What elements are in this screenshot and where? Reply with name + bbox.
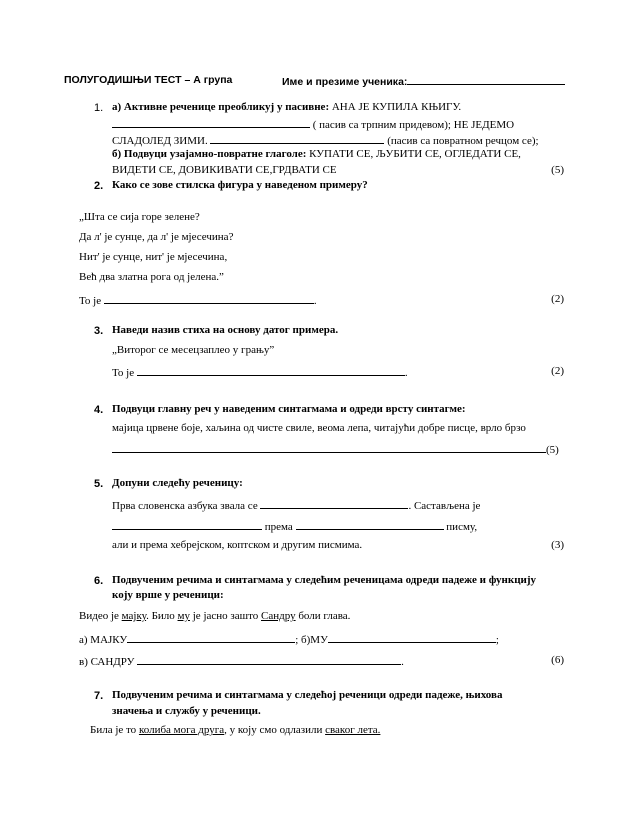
sentence-text: је јасно зашто (190, 610, 262, 622)
answer-line-a[interactable] (127, 632, 295, 643)
answer-label-a: а) МАЈКУ (79, 634, 128, 646)
answer-suffix: . (404, 367, 408, 379)
poem-line: Да л' је сунце, да л' је мјесечина? (79, 231, 234, 243)
question-1-a (112, 101, 461, 113)
question-5-line2 (112, 519, 477, 533)
answer-line[interactable] (112, 442, 546, 453)
question-1-points: (5) (551, 164, 564, 176)
sentence-text: , у коју смо одлазили (224, 724, 326, 736)
question-1-a-hint2: (пасив са повратном речцом се); (387, 135, 539, 147)
question-3-points: (2) (551, 365, 564, 377)
sentence-text: . Било (146, 610, 178, 622)
question-2-title: Како се зове стилска фигура у наведеном примеру? (112, 179, 368, 191)
question-3-title: Наведи назив стиха на основу датог примера. (112, 324, 339, 336)
student-name-line[interactable] (407, 74, 565, 85)
question-1-a-line2 (112, 133, 539, 147)
question-3-example: „Виторог се месецзаплео у грању” (112, 344, 275, 356)
underlined-word: му (177, 610, 190, 622)
student-name-label: Име и презиме ученика: (282, 76, 408, 88)
question-4-text: мајица црвене боје, хаљина од чисте свиле, веома лепа, читајући добре писце, врло брзо (112, 422, 526, 434)
question-1-a-text: АНА ЈЕ КУПИЛА КЊИГУ. (329, 101, 462, 113)
sentence-text: Видео је (79, 610, 122, 622)
answer-prefix: То је (79, 295, 102, 307)
question-4-answer (112, 442, 559, 456)
question-5-text: Прва словенска азбука звала се (112, 500, 258, 512)
answer-line[interactable] (210, 133, 384, 144)
question-2-points: (2) (551, 293, 564, 305)
question-4-points: (5) (546, 444, 559, 456)
answer-prefix: То је (112, 367, 135, 379)
question-1-a-line1 (112, 117, 514, 131)
page-title: ПОЛУГОДИШЊИ ТЕСТ – А група (64, 74, 233, 86)
question-7-sentence (90, 724, 380, 736)
question-7-title-2: значења и службу у реченици. (112, 705, 261, 717)
underlined-phrase: колиба мога друга (138, 724, 225, 736)
underlined-word: мајку (121, 610, 147, 622)
question-1-b-text: КУПАТИ СЕ, ЉУБИТИ СЕ, ОГЛЕДАТИ СЕ, (306, 148, 521, 160)
question-1-a-text2: СЛАДОЛЕД ЗИМИ. (112, 135, 208, 147)
answer-end: ; (495, 634, 499, 646)
answer-end: . (401, 656, 404, 668)
sentence-text: боли глава. (295, 610, 351, 622)
answer-line[interactable] (112, 117, 310, 128)
question-1-a-hint1: ( пасив са трпним придевом); НЕ ЈЕДЕМО (312, 119, 515, 131)
underlined-word: Сандру (261, 610, 296, 622)
student-name-field[interactable] (282, 74, 565, 88)
question-4-title: Подвуци главну реч у наведеним синтагмама и одреди врсту синтагме: (112, 403, 466, 415)
answer-line-b[interactable] (328, 632, 496, 643)
question-5-text: писму, (446, 521, 478, 533)
question-6-answers-ab (79, 632, 499, 646)
question-5-line3: али и према хебрејском, коптском и другим писмима. (112, 539, 363, 551)
question-1-b (112, 148, 521, 160)
underlined-phrase: сваког лета. (325, 724, 381, 736)
question-6-sentence (79, 610, 350, 622)
question-1-b-line2: ВИДЕТИ СЕ, ДОВИКИВАТИ СЕ,ГРДВАТИ СЕ (112, 164, 337, 176)
question-6-title: Подвученим речима и синтагмама у следећим реченицама одреди падеже и функцију (112, 574, 537, 586)
question-2-number: 2. (94, 180, 104, 192)
answer-label-c: в) САНДРУ (79, 656, 135, 668)
question-4-number: 4. (94, 404, 104, 416)
answer-line[interactable] (296, 519, 444, 530)
question-5-number: 5. (94, 478, 104, 490)
question-6-title-2: коју врше у реченици: (112, 589, 224, 601)
question-5-points: (3) (551, 539, 564, 551)
poem-line: Већ два златна рога од јелена.” (79, 271, 224, 283)
answer-suffix: . (313, 295, 317, 307)
question-6-number: 6. (94, 575, 104, 587)
poem-line: Нит' је сунце, нит' је мјесечина, (79, 251, 228, 263)
question-1-b-label: б) Подвуци узајамно-повратне глаголе: (112, 148, 307, 160)
question-6-points: (6) (551, 654, 564, 666)
question-5-line1 (112, 498, 480, 512)
answer-line[interactable] (137, 365, 405, 376)
answer-label-b: ; б)МУ (295, 634, 328, 646)
answer-line-c[interactable] (137, 654, 401, 665)
question-5-text: . Састављена је (408, 500, 481, 512)
answer-line[interactable] (104, 293, 314, 304)
question-5-text: према (264, 521, 293, 533)
question-6-answer-c (79, 654, 404, 668)
question-7-title: Подвученим речима и синтагмама у следећој реченици одреди падеже, њихова (112, 689, 503, 701)
question-5-title: Допуни следећу реченицу: (112, 477, 243, 489)
answer-line[interactable] (260, 498, 408, 509)
poem-line: „Шта се сија горе зелене? (79, 211, 200, 223)
question-2-answer (79, 293, 317, 307)
question-3-number: 3. (94, 325, 104, 337)
question-1-number: 1. (94, 102, 104, 114)
question-1-a-label: а) Активне реченице преобликуј у пасивне: (112, 101, 330, 113)
question-7-number: 7. (94, 690, 104, 702)
question-3-answer (112, 365, 408, 379)
answer-line[interactable] (112, 519, 262, 530)
sentence-text: Била је то (90, 724, 139, 736)
